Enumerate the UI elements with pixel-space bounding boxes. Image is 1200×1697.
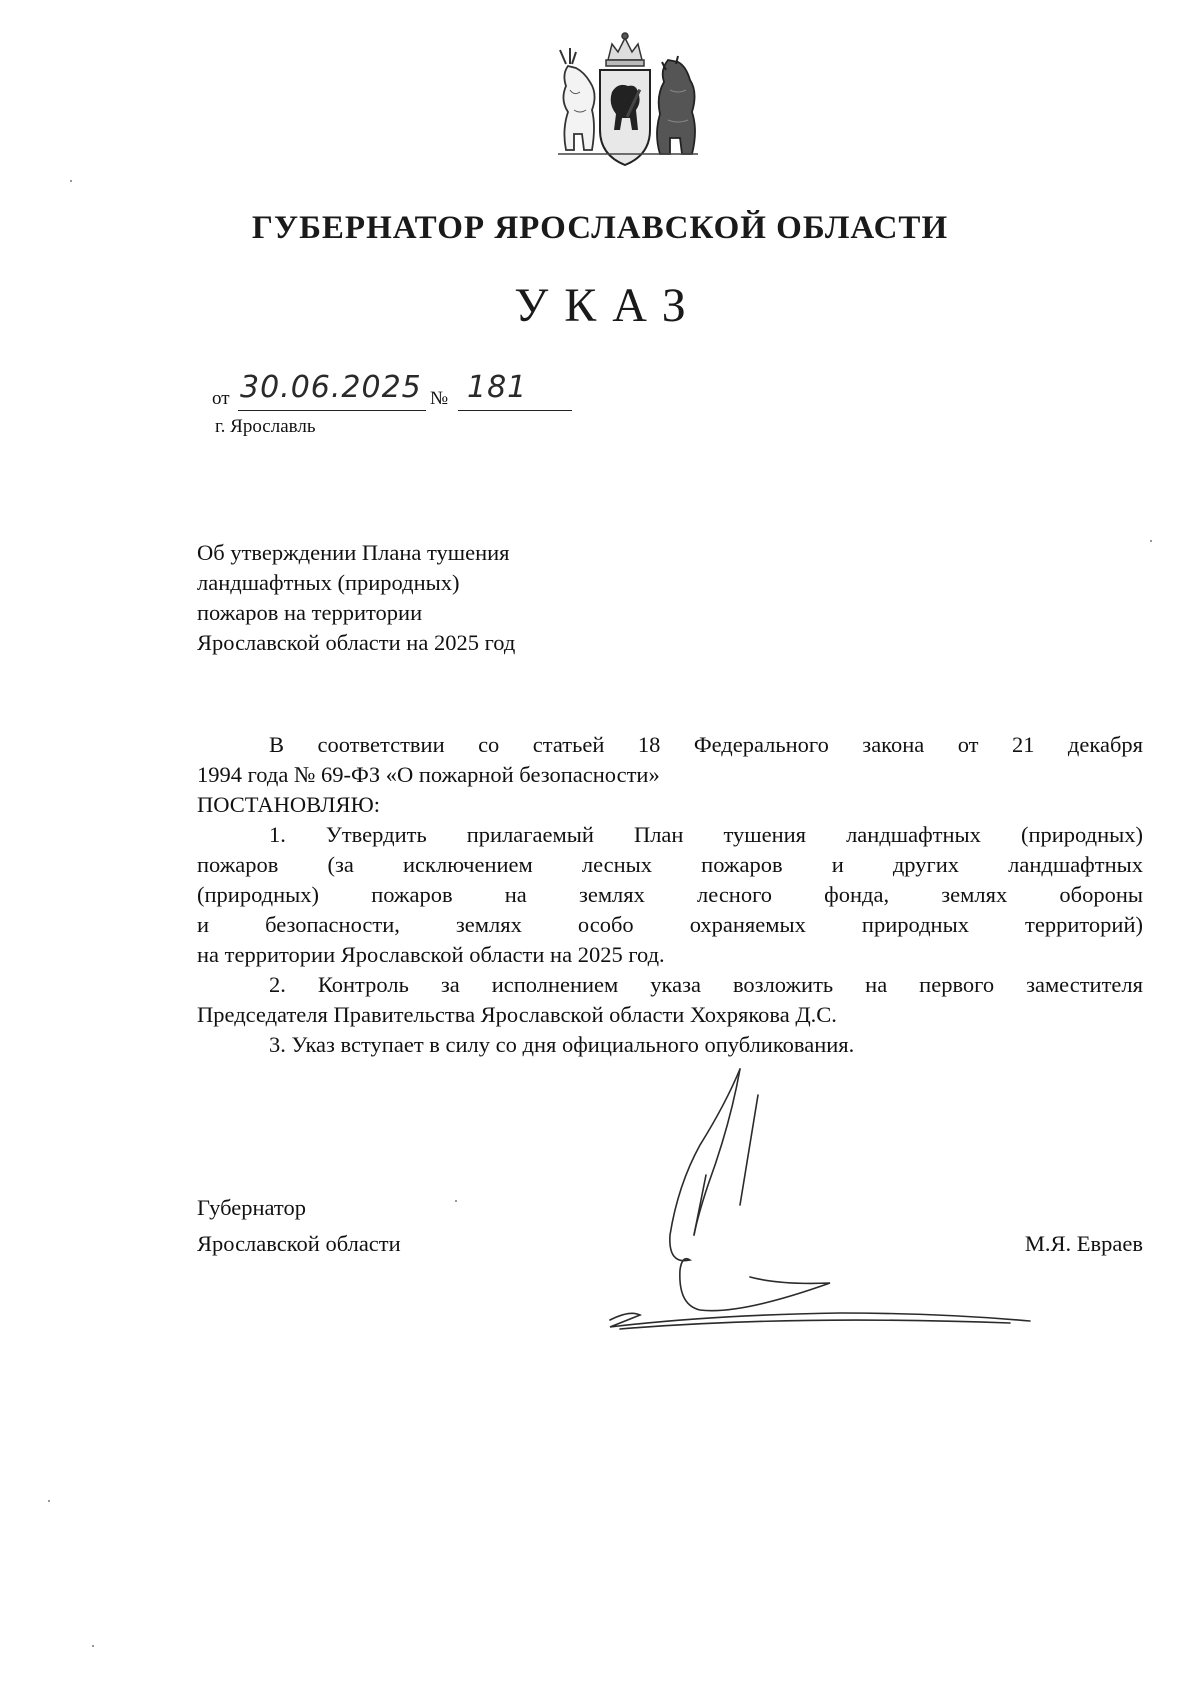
item-2-line: 2. Контроль за исполнением указа возложить на первого заместителя — [269, 972, 1143, 997]
item-1-line: и безопасности, землях особо охраняемых природных территорий) — [197, 912, 1143, 937]
authority-title: ГУБЕРНАТОР ЯРОСЛАВСКОЙ ОБЛАСТИ — [251, 210, 949, 246]
scan-speck — [70, 180, 72, 182]
preamble-line: В соответствии со статьей 18 Федерального закона от 21 декабря — [269, 732, 1143, 757]
handwritten-date: 30.06.2025 — [240, 370, 422, 405]
scan-speck — [92, 1645, 94, 1647]
scan-speck — [1150, 540, 1152, 542]
handwritten-signature — [590, 1065, 1090, 1355]
item-1-line: (природных) пожаров на землях лесного фонда, землях обороны — [197, 882, 1143, 907]
subject-line: ландшафтных (природных) — [197, 570, 460, 595]
scan-speck — [48, 1500, 50, 1502]
number-underline — [458, 410, 572, 411]
item-3-line: 3. Указ вступает в силу со дня официального опубликования. — [269, 1032, 855, 1057]
city-label: г. Ярославль — [215, 416, 316, 437]
signatory-role-line: Ярославской области — [197, 1231, 401, 1256]
coat-of-arms-emblem — [540, 30, 710, 180]
document-subject — [197, 538, 515, 658]
scan-speck — [455, 1200, 457, 1202]
subject-line: Об утверждении Плана тушения — [197, 540, 510, 565]
resolve-heading: ПОСТАНОВЛЯЮ: — [197, 792, 380, 817]
subject-line: пожаров на территории — [197, 600, 423, 625]
handwritten-number: 181 — [467, 370, 528, 405]
number-prefix: № — [430, 388, 449, 409]
signatory-role-line: Губернатор — [197, 1195, 306, 1220]
item-1-line: пожаров (за исключением лесных пожаров и других ландшафтных — [197, 852, 1143, 877]
item-1-line: 1. Утвердить прилагаемый План тушения ландшафтных (природных) — [269, 822, 1143, 847]
date-underline — [238, 410, 426, 411]
item-1-line: на территории Ярославской области на 2025 год. — [197, 942, 665, 967]
date-number-line — [212, 370, 572, 412]
document-body — [197, 730, 1143, 1060]
preamble-line: 1994 года № 69-ФЗ «О пожарной безопасности» — [197, 762, 660, 787]
item-2-line: Председателя Правительства Ярославской области Хохрякова Д.С. — [197, 1002, 837, 1027]
signatory-role — [197, 1190, 401, 1262]
signatory-name: М.Я. Евраев — [1024, 1231, 1143, 1256]
subject-line: Ярославской области на 2025 год — [197, 630, 516, 655]
date-prefix: от — [212, 388, 230, 409]
document-type-heading: УКАЗ — [514, 279, 702, 332]
